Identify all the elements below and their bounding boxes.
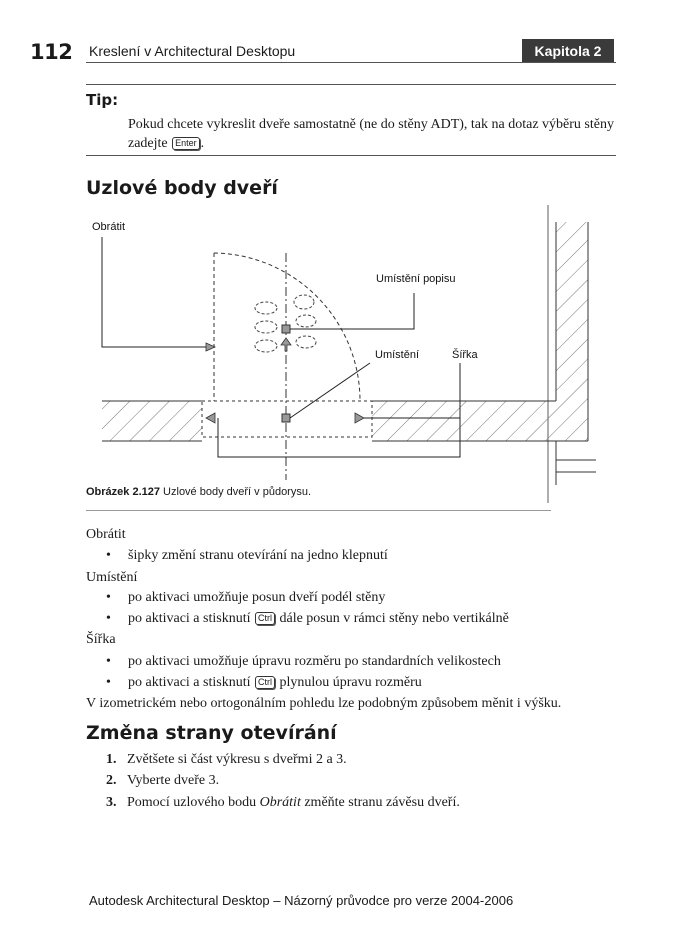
door-plan-diagram bbox=[88, 205, 608, 510]
label-width: Šířka bbox=[452, 349, 478, 361]
term-location: Umístění bbox=[86, 570, 138, 585]
label-location: Umístění bbox=[375, 349, 420, 361]
step-text: Zvětšete si část výkresu s dveřmi 2 a 3. bbox=[127, 752, 347, 767]
width-left-arrow-icon bbox=[206, 413, 215, 423]
page-number: 112 bbox=[30, 40, 73, 64]
list-item bbox=[128, 611, 509, 627]
list-item-text: po aktivaci a stisknutí bbox=[128, 675, 254, 690]
bullet-symbol: • bbox=[106, 654, 111, 669]
location-grip-icon bbox=[282, 414, 290, 422]
term-flip: Obrátit bbox=[86, 527, 126, 542]
step-number: 3. bbox=[106, 795, 117, 810]
figure-door-grips bbox=[88, 205, 608, 510]
term-width: Šířka bbox=[86, 632, 116, 647]
list-item: šipky změní stranu otevírání na jedno klepnutí bbox=[128, 548, 388, 563]
header-rule bbox=[86, 62, 616, 63]
step-text bbox=[127, 795, 460, 811]
step-text-emphasis: Obrátit bbox=[259, 795, 301, 810]
bullet-symbol: • bbox=[106, 590, 111, 605]
tip-text bbox=[128, 115, 618, 153]
list-item: po aktivaci umožňuje posun dveří podél stěny bbox=[128, 590, 386, 605]
figure-caption-label: Obrázek 2.127 bbox=[86, 486, 160, 498]
enter-key-icon: Enter bbox=[172, 137, 200, 150]
tip-top-rule bbox=[86, 84, 616, 85]
step-text-part: Pomocí uzlového bodu bbox=[127, 795, 260, 810]
wall-hatch bbox=[102, 222, 596, 485]
step-text-part: změňte stranu závěsu dveří. bbox=[300, 795, 460, 810]
page-footer: Autodesk Architectural Desktop – Názorný průvodce pro verze 2004-2006 bbox=[89, 893, 514, 908]
step-text: Vyberte dveře 3. bbox=[127, 773, 220, 788]
label-tag-location: Umístění popisu bbox=[376, 273, 456, 285]
flip-arrow-icon bbox=[281, 338, 291, 351]
running-title: Kreslení v Architectural Desktopu bbox=[89, 43, 296, 59]
tip-label: Tip: bbox=[86, 91, 119, 109]
step-number: 1. bbox=[106, 752, 117, 767]
ctrl-key-icon: Ctrl bbox=[255, 676, 275, 689]
label-location-grip-icon bbox=[282, 325, 290, 333]
list-item-text: po aktivaci a stisknutí bbox=[128, 611, 254, 626]
bullet-symbol: • bbox=[106, 548, 111, 563]
step-number: 2. bbox=[106, 773, 117, 788]
caption-rule bbox=[86, 510, 551, 511]
list-item-text: dále posun v rámci stěny nebo vertikálně bbox=[275, 611, 509, 626]
width-right-arrow-icon bbox=[355, 413, 364, 423]
bullet-symbol: • bbox=[106, 611, 111, 626]
tip-bottom-rule bbox=[86, 155, 616, 156]
tip-text-main: Pokud chcete vykreslit dveře samostatně (ne do stěny ADT), tak na dotaz výběru stěny zadejte bbox=[128, 117, 614, 151]
tip-text-end: . bbox=[200, 136, 205, 151]
figure-caption-text: Uzlové body dveří v půdorysu. bbox=[160, 486, 312, 498]
label-flip: Obrátit bbox=[92, 221, 126, 233]
list-item-text: plynulou úpravu rozměru bbox=[275, 675, 422, 690]
list-item: po aktivaci umožňuje úpravu rozměru po standardních velikostech bbox=[128, 654, 501, 669]
bullet-symbol: • bbox=[106, 675, 111, 690]
chapter-badge: Kapitola 2 bbox=[522, 39, 614, 63]
figure-caption bbox=[86, 486, 311, 498]
section-heading-door-grips: Uzlové body dveří bbox=[86, 177, 278, 199]
ctrl-key-icon: Ctrl bbox=[255, 612, 275, 625]
section-heading-swing-side: Změna strany otevírání bbox=[86, 722, 337, 744]
closing-paragraph: V izometrickém nebo ortogonálním pohledu lze podobným způsobem měnit i výšku. bbox=[86, 696, 562, 711]
list-item bbox=[128, 675, 422, 691]
